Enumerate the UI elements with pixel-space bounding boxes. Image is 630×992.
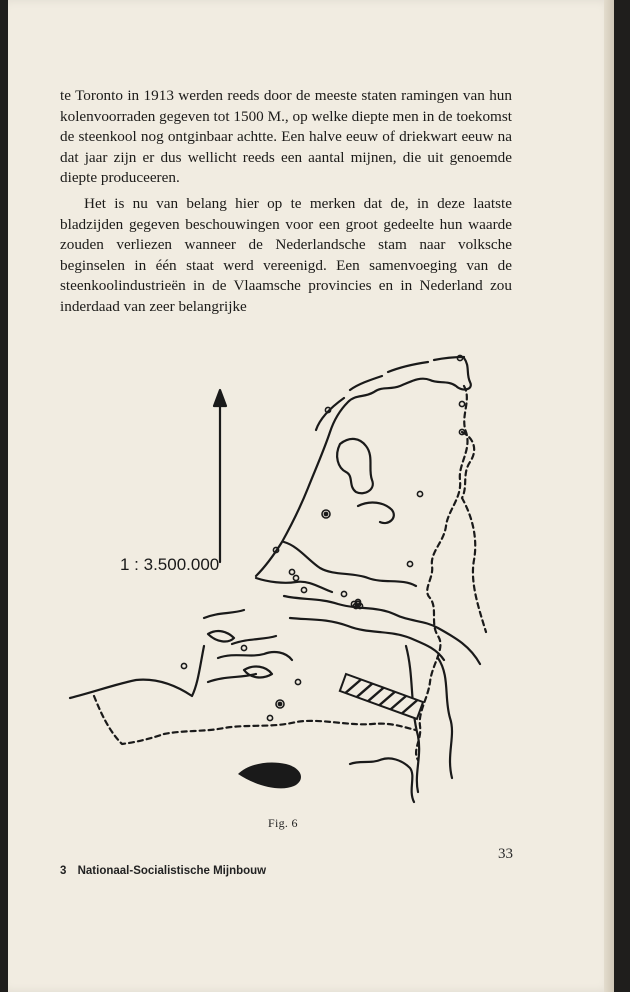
book-page: [8, 0, 614, 992]
limburg-tail: [350, 758, 414, 802]
wadden-islands: [316, 357, 464, 430]
paragraph-2: Het is nu van belang hier op te merken dat de, in deze laatste bladzijden gegeven beschouwingen voor een groot gedeelte hun waarde zouden verliezen wanneer de Nederlandsche stam naar volksche beginselen in één staat werd vereenigd. Een samenvoeging van de steenkoolindustrieën in de Vlaamsche provincies en in Nederland zou inderdaad van zeer belangrijke: [60, 194, 512, 315]
eastern-border: [416, 386, 467, 760]
page-number: 33: [498, 846, 513, 862]
belgian-coast: [70, 646, 204, 698]
body-text: [60, 86, 512, 318]
ijsselmeer: [337, 439, 373, 493]
footer-signature: [60, 865, 266, 877]
page-edge: [604, 0, 614, 992]
book-title: Nationaal-Socialistische Mijnbouw: [77, 865, 267, 877]
map-figure: [58, 346, 518, 814]
scale-label: 1 : 3.500.000: [120, 555, 220, 574]
german-border: [462, 432, 486, 632]
town-markers: [181, 355, 464, 720]
figure-caption: Fig. 6: [268, 816, 298, 830]
paragraph-1: te Toronto in 1913 werden reeds door de meeste staten ramingen van hun kolenvoorraden gegeven tot 1500 M., op welke diepte men in de toekomst de steenkool nog ontginbaar achtte. Een halve eeuw of driekwart eeuw na dat jaar zijn er dus wellicht reeds een aantal mijnen, die uit genoemde diepte produceeren.: [60, 87, 512, 187]
coalfield-blob: [238, 762, 301, 788]
signature-mark: 3: [60, 865, 67, 877]
delta-islands: [204, 578, 332, 682]
belgian-border: [94, 696, 416, 744]
